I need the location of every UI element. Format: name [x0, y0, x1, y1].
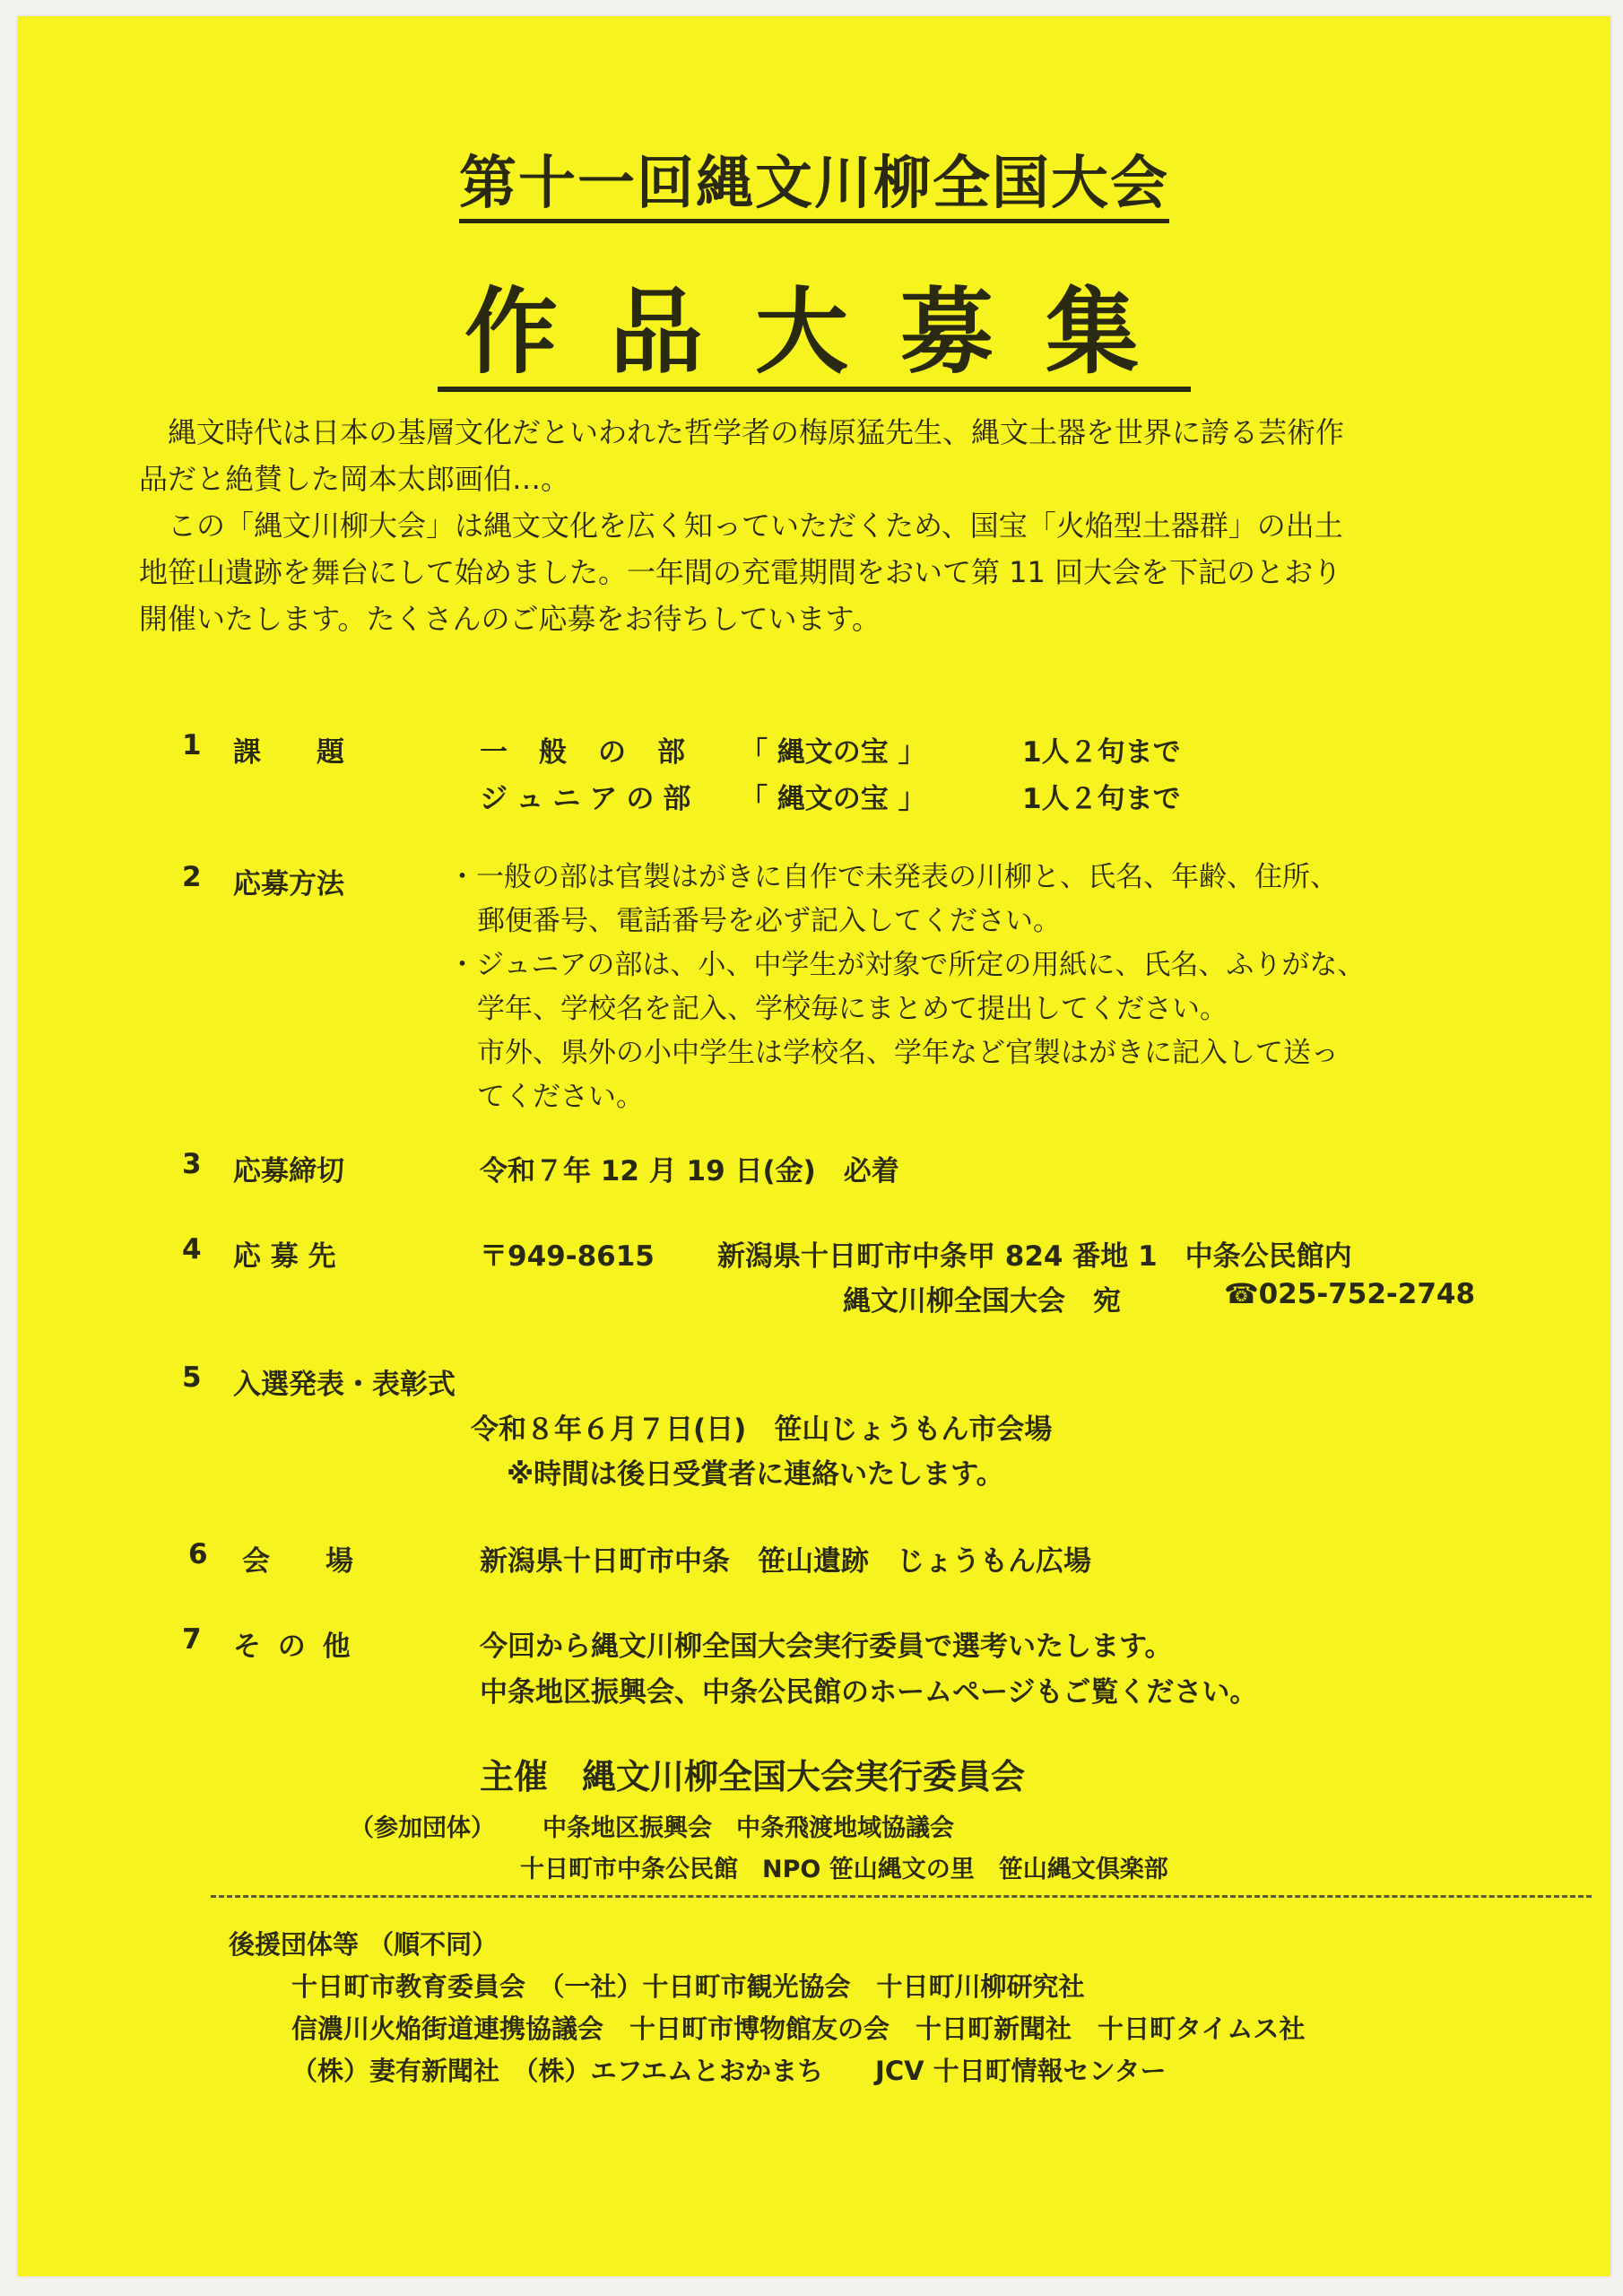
phone-number: ☎025-752-2748	[1224, 1278, 1476, 1310]
section-6-number: 6	[188, 1538, 208, 1570]
application-method	[448, 856, 1365, 1119]
section-4-number: 4	[182, 1233, 202, 1265]
mailing-address: 新潟県十日町市中条甲 824 番地 1 中条公民館内	[717, 1240, 1352, 1273]
deadline-date: 令和７年 12 月 19 日(金) 必着	[480, 1155, 899, 1187]
general-division-label: 一 般 の 部	[480, 736, 687, 769]
participants-line: 十日町市中条公民館 NPO 笹山縄文の里 笹山縄文倶楽部	[520, 1856, 1168, 1883]
intro-line: 地笹山遺跡を舞台にして始めました。一年間の充電期間をおいて第 11 回大会を下記のとおり	[139, 555, 1342, 589]
method-line: てください。	[477, 1081, 644, 1113]
method-line: ・一般の部は官製はがきに自作で未発表の川柳と、氏名、年齢、住所、	[448, 861, 1338, 893]
section-5-number: 5	[182, 1361, 202, 1394]
section-3-number: 3	[182, 1148, 202, 1180]
participants-line: 中条地区振興会 中条飛渡地域協議会	[542, 1814, 954, 1842]
supporters-line: （株）妻有新聞社 （株）エフエムとおかまち JCV 十日町情報センター	[291, 2056, 1167, 2086]
section-1-label: 課 題	[233, 736, 344, 769]
award-ceremony-note: ※時間は後日受賞者に連絡いたします。	[507, 1458, 1004, 1491]
junior-division-label: ジュニアの部	[480, 783, 700, 815]
section-3-label: 応募締切	[233, 1155, 344, 1187]
section-2-number: 2	[182, 861, 202, 893]
intro-paragraph	[139, 409, 1520, 642]
other-note-line: 今回から縄文川柳全国大会実行委員で選考いたします。	[480, 1631, 1173, 1663]
supporters-heading: 後援団体等 （順不同）	[229, 1929, 499, 1960]
intro-line: この「縄文川柳大会」は縄文文化を広く知っていただくため、国宝「火焔型土器群」の出土	[168, 509, 1343, 543]
method-line: 郵便番号、電話番号を必ず記入してください。	[477, 905, 1061, 937]
method-line: 市外、県外の小中学生は学校名、学年など官製はがきに記入して送っ	[477, 1037, 1339, 1069]
section-divider	[211, 1895, 1592, 1898]
section-1-number: 1	[182, 729, 202, 761]
junior-division-theme: 「 縄文の宝 」	[740, 783, 926, 815]
call-for-entries-heading: 作品大募集	[18, 257, 1610, 391]
intro-line: 品だと絶賛した岡本太郎画伯…。	[139, 462, 570, 496]
flyer-sheet	[18, 16, 1610, 2276]
section-5-label: 入選発表・表彰式	[233, 1369, 456, 1401]
venue: 新潟県十日町市中条 笹山遺跡 じょうもん広場	[480, 1545, 1091, 1578]
award-ceremony-date: 令和８年６月７日(日) 笹山じょうもん市会場	[471, 1413, 1053, 1446]
supporters-line: 十日町市教育委員会 （一社）十日町市観光協会 十日町川柳研究社	[291, 1971, 1085, 2002]
mailing-recipient: 縄文川柳全国大会 宛	[843, 1285, 1121, 1318]
supporters-line: 信濃川火焔街道連携協議会 十日町市博物館友の会 十日町新聞社 十日町タイムス社	[291, 2013, 1306, 2044]
section-7-number: 7	[182, 1623, 202, 1656]
postal-code: 〒949-8615	[480, 1240, 655, 1273]
participants-label: （参加団体）	[350, 1814, 495, 1842]
section-6-label: 会 場	[242, 1545, 353, 1578]
host-organizer: 主催 縄文川柳全国大会実行委員会	[480, 1757, 1026, 1796]
intro-line: 開催いたします。たくさんのご応募をお待ちしています。	[139, 602, 881, 636]
section-4-label: 応 募 先	[233, 1240, 336, 1273]
method-line: 学年、学校名を記入、学校毎にまとめて提出してください。	[477, 993, 1228, 1025]
other-note-line: 中条地区振興会、中条公民館のホームページもご覧ください。	[480, 1676, 1258, 1709]
section-2-label: 応募方法	[233, 868, 344, 900]
junior-division-limit: 1人２句まで	[1022, 783, 1181, 815]
event-title: 第十一回縄文川柳全国大会	[18, 137, 1610, 220]
general-division-limit: 1人２句まで	[1022, 736, 1181, 769]
general-division-theme: 「 縄文の宝 」	[740, 736, 926, 769]
intro-line: 縄文時代は日本の基層文化だといわれた哲学者の梅原猛先生、縄文土器を世界に誇る芸術作	[168, 415, 1345, 449]
section-7-label: そ の 他	[233, 1631, 354, 1663]
method-line: ・ジュニアの部は、小、中学生が対象で所定の用紙に、氏名、ふりがな、	[448, 949, 1366, 981]
